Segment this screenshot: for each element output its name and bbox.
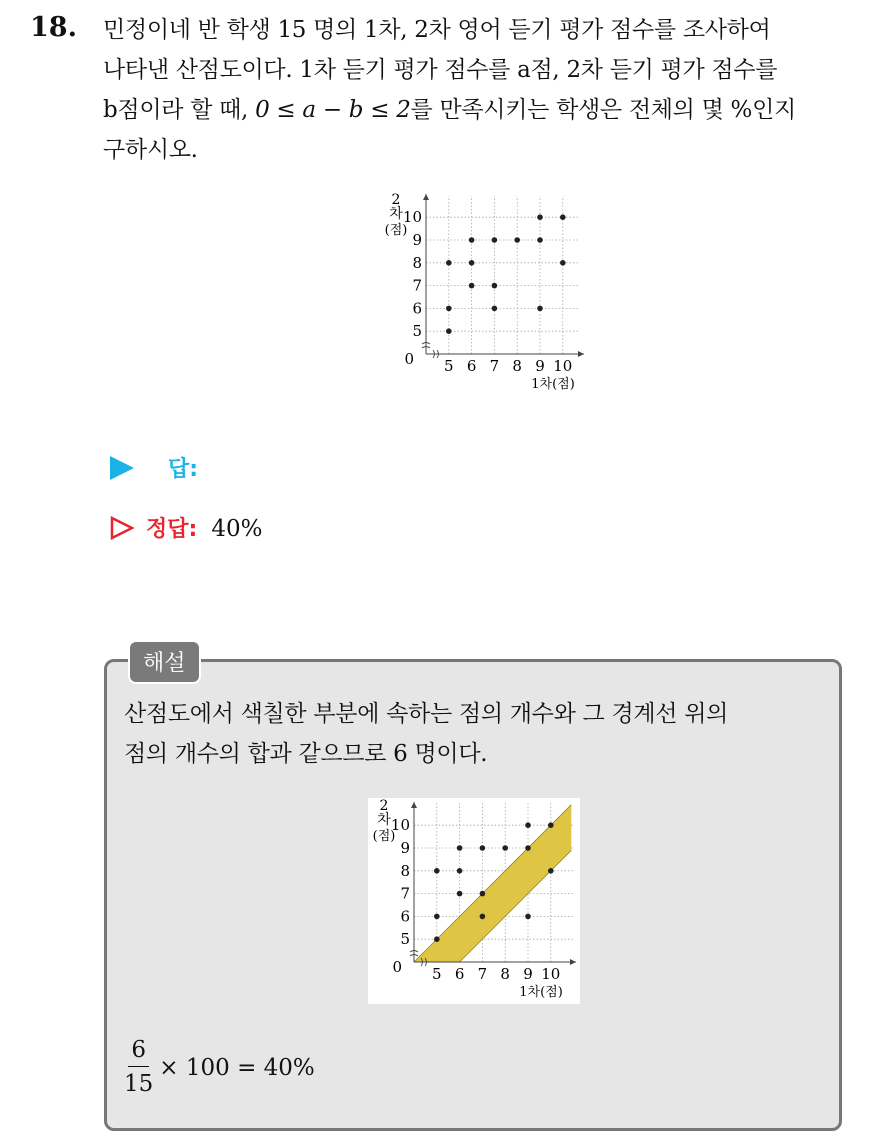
data-point (434, 914, 440, 920)
x-tick-label: 8 (500, 965, 510, 983)
y-tick-label: 10 (402, 208, 422, 227)
y-tick-label: 6 (412, 299, 422, 318)
x-tick-label: 9 (535, 357, 545, 375)
origin-label: 0 (392, 958, 402, 976)
y-tick-label: 8 (412, 253, 422, 272)
data-point (492, 237, 498, 243)
data-point (537, 237, 543, 243)
question-line-2: 나타낸 산점도이다. 1차 듣기 평가 점수를 a점, 2차 듣기 평가 점수를 (103, 57, 778, 83)
condition-expression: 0 ≤ a − b ≤ 2 (255, 97, 411, 123)
question-line-1: 민정이네 반 학생 15 명의 1차, 2차 영어 듣기 평가 점수를 조사하여 (103, 17, 771, 43)
data-point (480, 891, 486, 897)
x-tick-label: 7 (489, 357, 500, 375)
data-point (525, 845, 531, 851)
fraction-denominator: 15 (124, 1071, 154, 1097)
y-tick-label: 9 (400, 839, 410, 857)
data-point (446, 260, 452, 266)
data-point (514, 237, 520, 243)
answer-label: 답: (168, 457, 199, 482)
answer-row (110, 452, 198, 483)
question-text (103, 10, 863, 170)
data-point (480, 914, 486, 920)
y-tick-label: 9 (412, 231, 422, 249)
correct-answer-row (110, 512, 262, 543)
data-point (548, 822, 554, 828)
x-axis-arrow (578, 351, 584, 357)
answer-triangle-icon (110, 456, 134, 480)
scatter-plot (360, 188, 592, 400)
x-tick-label: 10 (541, 965, 561, 983)
data-point (537, 306, 543, 312)
x-tick-label: 6 (466, 357, 477, 375)
y-axis-label-line: 차 (377, 812, 391, 828)
data-point (560, 214, 566, 220)
x-tick-label: 6 (454, 965, 465, 983)
y-axis-label-line: (점) (372, 829, 396, 844)
scatter-chart-solution (368, 798, 580, 1008)
data-point (548, 868, 554, 874)
fraction-numerator: 6 (128, 1036, 149, 1067)
data-point (434, 936, 440, 942)
outline-triangle-icon (110, 516, 134, 540)
x-axis-label: 1차(점) (519, 985, 563, 1000)
data-point (434, 868, 440, 874)
solution-formula (124, 1036, 315, 1099)
x-tick-label: 5 (432, 965, 442, 983)
data-point (502, 845, 508, 851)
y-axis-label-line: (점) (384, 223, 408, 238)
data-point (492, 306, 498, 312)
y-tick-label: 6 (400, 907, 410, 926)
y-tick-label: 10 (390, 816, 410, 835)
scatter-plot-shaded (368, 798, 580, 1004)
question-line-3b: 를 만족시키는 학생은 전체의 몇 %인지 (410, 97, 796, 123)
y-axis-label-line: 차 (389, 206, 403, 222)
x-axis-label: 1차(점) (531, 377, 575, 392)
data-point (446, 328, 452, 334)
y-axis-arrow (423, 194, 429, 200)
data-point (480, 845, 486, 851)
data-point (492, 283, 498, 289)
origin-label: 0 (404, 350, 414, 368)
data-point (457, 845, 463, 851)
question-line-4: 구하시오. (103, 137, 198, 163)
data-point (469, 283, 475, 289)
fraction (124, 1036, 153, 1099)
y-axis-label-line: 2 (379, 798, 389, 814)
data-point (446, 306, 452, 312)
y-axis-label-line: 2 (391, 192, 401, 208)
question-line-3 (103, 90, 863, 130)
x-tick-label: 8 (512, 357, 522, 375)
x-tick-label: 9 (523, 965, 533, 983)
data-point (537, 214, 543, 220)
question-line-3a: b점이라 할 때, (103, 97, 256, 123)
y-tick-label: 7 (400, 884, 410, 903)
y-tick-label: 8 (400, 861, 410, 880)
data-point (560, 260, 566, 266)
y-tick-label: 7 (412, 276, 422, 295)
y-tick-label: 5 (412, 322, 422, 341)
data-point (525, 822, 531, 828)
data-point (457, 868, 463, 874)
x-tick-label: 5 (444, 357, 454, 375)
data-point (469, 260, 475, 266)
question-number: 18. (30, 12, 77, 43)
solution-line-2: 점의 개수의 합과 같으므로 6 명이다. (124, 741, 488, 767)
scatter-chart-question (360, 188, 592, 404)
solution-line-1: 산점도에서 색칠한 부분에 속하는 점의 개수와 그 경계선 위의 (124, 701, 729, 727)
y-tick-label: 5 (400, 930, 410, 949)
data-point (457, 891, 463, 897)
x-tick-label: 10 (553, 357, 573, 375)
solution-text (124, 694, 824, 774)
correct-answer-label: 정답: (146, 517, 198, 542)
x-tick-label: 7 (477, 965, 488, 983)
data-point (525, 914, 531, 920)
correct-answer-value: 40% (211, 516, 263, 542)
data-point (469, 237, 475, 243)
formula-rest: × 100 = 40% (159, 1054, 315, 1081)
solution-label: 해설 (128, 640, 201, 684)
